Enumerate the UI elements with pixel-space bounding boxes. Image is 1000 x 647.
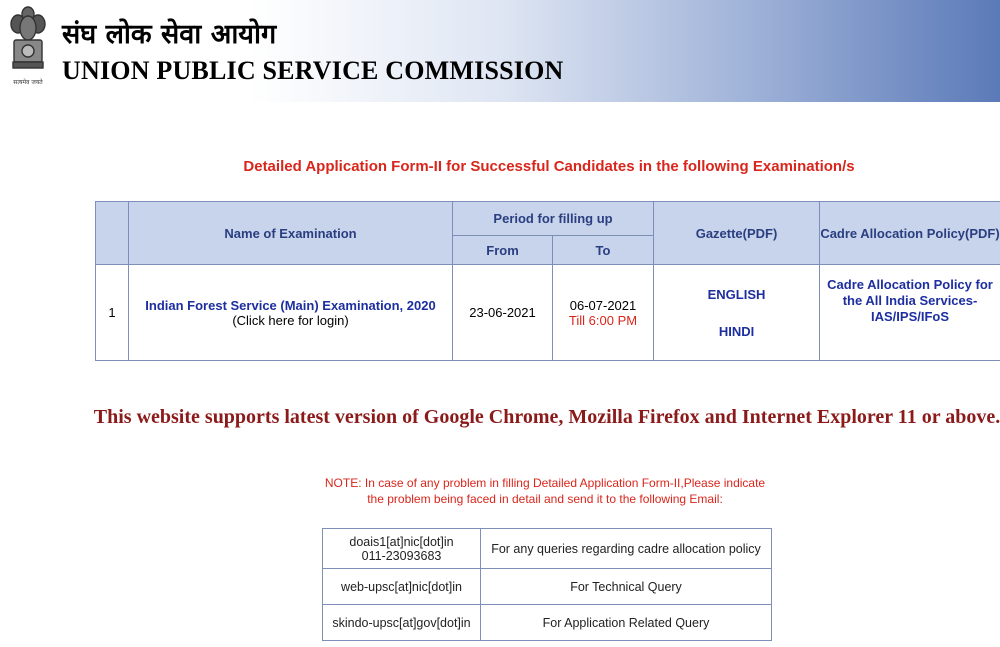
note-line-2: the problem being faced in detail and send it to the following Email: bbox=[367, 492, 723, 506]
contact-purpose: For any queries regarding cadre allocation policy bbox=[481, 529, 772, 569]
cadre-policy-cell bbox=[820, 265, 1000, 361]
cadre-policy-header: Cadre Allocation Policy(PDF) bbox=[820, 202, 1000, 265]
contact-email: skindo-upsc[at]gov[dot]in bbox=[323, 605, 481, 641]
serial-number: 1 bbox=[96, 265, 129, 361]
gazette-header: Gazette(PDF) bbox=[654, 202, 820, 265]
site-header bbox=[0, 0, 1000, 102]
exam-name-header: Name of Examination bbox=[129, 202, 453, 265]
till-time: Till 6:00 PM bbox=[568, 312, 638, 328]
table-row bbox=[323, 605, 772, 641]
gazette-hindi-link[interactable]: HINDI bbox=[718, 323, 755, 339]
contact-email-cell bbox=[323, 529, 481, 569]
form-heading: Detailed Application Form-II for Successful Candidates in the following Examination/s bbox=[243, 158, 855, 175]
svg-text:सत्यमेव जयते: सत्यमेव जयते bbox=[13, 79, 43, 86]
exam-name-link[interactable]: Indian Forest Service (Main) Examination, 2020 bbox=[145, 297, 436, 313]
contact-purpose: For Application Related Query bbox=[481, 605, 772, 641]
english-site-title: UNION PUBLIC SERVICE COMMISSION bbox=[62, 56, 564, 85]
gazette-english-link[interactable]: ENGLISH bbox=[707, 286, 766, 302]
hindi-site-title: संघ लोक सेवा आयोग bbox=[62, 19, 277, 50]
gazette-links bbox=[654, 265, 820, 361]
from-header: From bbox=[453, 236, 553, 265]
table-row bbox=[96, 265, 1000, 361]
contact-email: web-upsc[at]nic[dot]in bbox=[323, 569, 481, 605]
to-header: To bbox=[553, 236, 654, 265]
contact-phone: 011-23093683 bbox=[361, 548, 442, 563]
login-hint-link[interactable]: (Click here for login) bbox=[232, 312, 349, 328]
contact-email: doais1[at]nic[dot]in bbox=[349, 534, 454, 549]
note-line-1: NOTE: In case of any problem in filling Detailed Application Form-II,Please indicate bbox=[324, 476, 766, 490]
period-header: Period for filling up bbox=[453, 202, 654, 236]
browser-support-notice: This website supports latest version of Google Chrome, Mozilla Firefox and Internet Explorer 11 or above. bbox=[93, 406, 1000, 428]
from-date: 23-06-2021 bbox=[453, 265, 553, 361]
examination-table bbox=[95, 201, 1000, 361]
serial-header bbox=[96, 202, 129, 265]
national-emblem-icon bbox=[8, 2, 48, 92]
to-date-cell bbox=[553, 265, 654, 361]
table-row bbox=[323, 569, 772, 605]
cadre-policy-link[interactable]: Cadre Allocation Policy for the All India Services-IAS/IPS/IFoS bbox=[827, 277, 993, 324]
table-row bbox=[323, 529, 772, 569]
note-text bbox=[320, 475, 770, 507]
exam-login-link[interactable] bbox=[129, 265, 453, 361]
to-date: 06-07-2021 bbox=[569, 297, 637, 313]
contact-table bbox=[322, 528, 772, 641]
contact-purpose: For Technical Query bbox=[481, 569, 772, 605]
